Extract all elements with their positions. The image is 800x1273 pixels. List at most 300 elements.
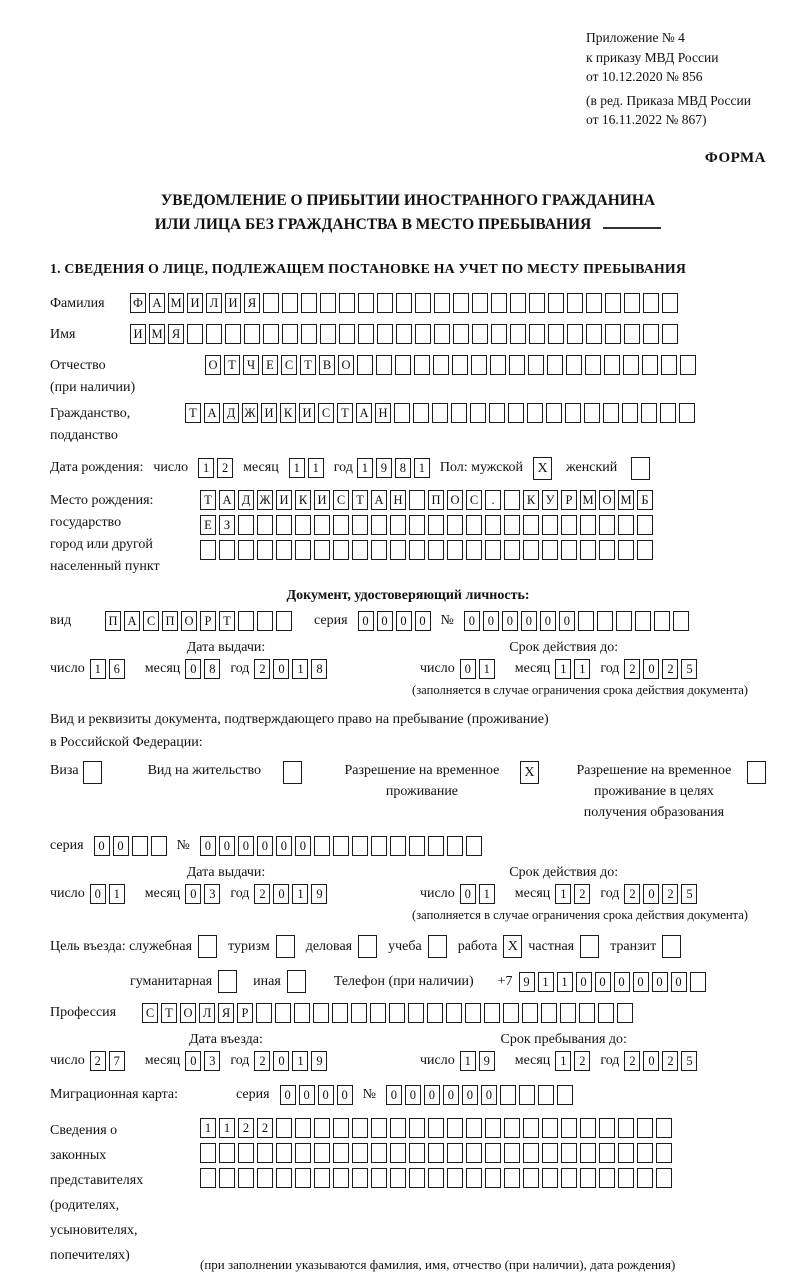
char-cell[interactable]: [519, 1085, 535, 1105]
char-cell[interactable]: Б: [637, 490, 653, 510]
char-cell[interactable]: [352, 540, 368, 560]
char-cell[interactable]: [219, 1168, 235, 1188]
char-cell[interactable]: 9: [311, 1051, 327, 1071]
char-cell[interactable]: [642, 355, 658, 375]
char-cell[interactable]: [485, 540, 501, 560]
char-cell[interactable]: [352, 1168, 368, 1188]
char-cell[interactable]: [238, 1168, 254, 1188]
char-cell[interactable]: 0: [671, 972, 687, 992]
char-cell[interactable]: 0: [90, 884, 106, 904]
char-cell[interactable]: О: [338, 355, 354, 375]
char-cell[interactable]: 2: [254, 659, 270, 679]
char-cell[interactable]: 6: [109, 659, 125, 679]
char-cell[interactable]: [200, 540, 216, 560]
char-cell[interactable]: [358, 935, 377, 958]
char-cell[interactable]: [466, 1143, 482, 1163]
char-cell[interactable]: С: [143, 611, 159, 631]
char-cell[interactable]: [528, 355, 544, 375]
char-cell[interactable]: 0: [462, 1085, 478, 1105]
char-cell[interactable]: [371, 1118, 387, 1138]
char-cell[interactable]: О: [205, 355, 221, 375]
char-cell[interactable]: [542, 1143, 558, 1163]
char-cell[interactable]: 1: [555, 884, 571, 904]
char-cell[interactable]: [409, 540, 425, 560]
char-cell[interactable]: [656, 1168, 672, 1188]
char-cell[interactable]: 0: [299, 1085, 315, 1105]
char-cell[interactable]: [352, 836, 368, 856]
char-cell[interactable]: [452, 355, 468, 375]
char-cell[interactable]: О: [447, 490, 463, 510]
char-cell[interactable]: [447, 836, 463, 856]
char-cell[interactable]: [238, 515, 254, 535]
char-cell[interactable]: [470, 403, 486, 423]
char-cell[interactable]: Т: [219, 611, 235, 631]
char-cell[interactable]: [529, 324, 545, 344]
char-cell[interactable]: С: [466, 490, 482, 510]
char-cell[interactable]: [409, 1118, 425, 1138]
char-cell[interactable]: 2: [624, 659, 640, 679]
char-cell[interactable]: [332, 1003, 348, 1023]
char-cell[interactable]: [358, 293, 374, 313]
char-cell[interactable]: 2: [238, 1118, 254, 1138]
char-cell[interactable]: [287, 970, 306, 993]
char-cell[interactable]: [276, 1143, 292, 1163]
char-cell[interactable]: 2: [624, 884, 640, 904]
char-cell[interactable]: П: [105, 611, 121, 631]
char-cell[interactable]: 2: [574, 884, 590, 904]
char-cell[interactable]: [510, 293, 526, 313]
char-cell[interactable]: [618, 1143, 634, 1163]
char-cell[interactable]: [662, 324, 678, 344]
char-cell[interactable]: [510, 324, 526, 344]
char-cell[interactable]: [377, 324, 393, 344]
char-cell[interactable]: Р: [237, 1003, 253, 1023]
char-cell[interactable]: [447, 515, 463, 535]
char-cell[interactable]: [522, 1003, 538, 1023]
char-cell[interactable]: [586, 324, 602, 344]
char-cell[interactable]: [414, 355, 430, 375]
char-cell[interactable]: [408, 1003, 424, 1023]
char-cell[interactable]: [500, 1085, 516, 1105]
char-cell[interactable]: [637, 515, 653, 535]
char-cell[interactable]: [541, 1003, 557, 1023]
char-cell[interactable]: 0: [633, 972, 649, 992]
char-cell[interactable]: 9: [479, 1051, 495, 1071]
char-cell[interactable]: [643, 293, 659, 313]
char-cell[interactable]: [546, 403, 562, 423]
char-cell[interactable]: Т: [161, 1003, 177, 1023]
char-cell[interactable]: А: [149, 293, 165, 313]
char-cell[interactable]: 2: [662, 884, 678, 904]
char-cell[interactable]: [257, 540, 273, 560]
char-cell[interactable]: [301, 324, 317, 344]
char-cell[interactable]: [451, 403, 467, 423]
char-cell[interactable]: 0: [185, 659, 201, 679]
char-cell[interactable]: [660, 403, 676, 423]
char-cell[interactable]: 0: [219, 836, 235, 856]
char-cell[interactable]: [390, 1143, 406, 1163]
char-cell[interactable]: 5: [681, 884, 697, 904]
char-cell[interactable]: [198, 935, 217, 958]
char-cell[interactable]: 9: [519, 972, 535, 992]
char-cell[interactable]: [542, 515, 558, 535]
char-cell[interactable]: [566, 355, 582, 375]
char-cell[interactable]: С: [333, 490, 349, 510]
char-cell[interactable]: [453, 293, 469, 313]
char-cell[interactable]: 0: [273, 884, 289, 904]
char-cell[interactable]: [276, 1118, 292, 1138]
char-cell[interactable]: [390, 515, 406, 535]
char-cell[interactable]: [333, 540, 349, 560]
char-cell[interactable]: [637, 540, 653, 560]
char-cell[interactable]: 0: [424, 1085, 440, 1105]
char-cell[interactable]: [586, 293, 602, 313]
char-cell[interactable]: [465, 1003, 481, 1023]
char-cell[interactable]: 0: [113, 836, 129, 856]
char-cell[interactable]: [295, 1118, 311, 1138]
char-cell[interactable]: [584, 403, 600, 423]
char-cell[interactable]: [508, 403, 524, 423]
char-cell[interactable]: [396, 293, 412, 313]
char-cell[interactable]: К: [523, 490, 539, 510]
char-cell[interactable]: [276, 1168, 292, 1188]
char-cell[interactable]: [504, 1143, 520, 1163]
char-cell[interactable]: [656, 1143, 672, 1163]
char-cell[interactable]: [679, 403, 695, 423]
char-cell[interactable]: [428, 935, 447, 958]
char-cell[interactable]: 1: [555, 659, 571, 679]
char-cell[interactable]: [256, 1003, 272, 1023]
char-cell[interactable]: 0: [200, 836, 216, 856]
char-cell[interactable]: [428, 515, 444, 535]
char-cell[interactable]: [560, 1003, 576, 1023]
char-cell[interactable]: 0: [540, 611, 556, 631]
char-cell[interactable]: А: [371, 490, 387, 510]
char-cell[interactable]: [351, 1003, 367, 1023]
char-cell[interactable]: Т: [352, 490, 368, 510]
char-cell[interactable]: [567, 293, 583, 313]
char-cell[interactable]: [631, 457, 650, 480]
char-cell[interactable]: [83, 761, 102, 784]
char-cell[interactable]: 0: [273, 1051, 289, 1071]
char-cell[interactable]: [187, 324, 203, 344]
char-cell[interactable]: [466, 540, 482, 560]
char-cell[interactable]: [244, 324, 260, 344]
char-cell[interactable]: Т: [224, 355, 240, 375]
char-cell[interactable]: [370, 1003, 386, 1023]
char-cell[interactable]: [275, 1003, 291, 1023]
char-cell[interactable]: 0: [559, 611, 575, 631]
char-cell[interactable]: [618, 540, 634, 560]
char-cell[interactable]: [599, 1143, 615, 1163]
char-cell[interactable]: [219, 1143, 235, 1163]
char-cell[interactable]: [333, 1168, 349, 1188]
char-cell[interactable]: И: [130, 324, 146, 344]
char-cell[interactable]: [301, 293, 317, 313]
char-cell[interactable]: [580, 935, 599, 958]
char-cell[interactable]: Т: [185, 403, 201, 423]
char-cell[interactable]: И: [299, 403, 315, 423]
char-cell[interactable]: [415, 293, 431, 313]
char-cell[interactable]: [295, 540, 311, 560]
char-cell[interactable]: [472, 293, 488, 313]
char-cell[interactable]: [661, 355, 677, 375]
char-cell[interactable]: 1: [357, 458, 373, 478]
char-cell[interactable]: 9: [376, 458, 392, 478]
char-cell[interactable]: [565, 403, 581, 423]
char-cell[interactable]: [643, 324, 659, 344]
char-cell[interactable]: З: [219, 515, 235, 535]
char-cell[interactable]: 3: [204, 1051, 220, 1071]
char-cell[interactable]: [200, 1168, 216, 1188]
char-cell[interactable]: 2: [254, 884, 270, 904]
char-cell[interactable]: [523, 515, 539, 535]
char-cell[interactable]: [542, 540, 558, 560]
char-cell[interactable]: А: [356, 403, 372, 423]
char-cell[interactable]: [561, 1143, 577, 1163]
char-cell[interactable]: [389, 1003, 405, 1023]
char-cell[interactable]: [376, 355, 392, 375]
char-cell[interactable]: [578, 611, 594, 631]
char-cell[interactable]: [428, 1143, 444, 1163]
char-cell[interactable]: [538, 1085, 554, 1105]
char-cell[interactable]: [294, 1003, 310, 1023]
char-cell[interactable]: [561, 515, 577, 535]
char-cell[interactable]: [218, 970, 237, 993]
char-cell[interactable]: [428, 1118, 444, 1138]
char-cell[interactable]: [371, 540, 387, 560]
char-cell[interactable]: [390, 836, 406, 856]
char-cell[interactable]: 0: [185, 1051, 201, 1071]
char-cell[interactable]: [427, 1003, 443, 1023]
char-cell[interactable]: [415, 324, 431, 344]
char-cell[interactable]: [548, 324, 564, 344]
char-cell[interactable]: [371, 1168, 387, 1188]
char-cell[interactable]: 1: [414, 458, 430, 478]
char-cell[interactable]: 0: [443, 1085, 459, 1105]
char-cell[interactable]: [352, 1143, 368, 1163]
char-cell[interactable]: [637, 1118, 653, 1138]
char-cell[interactable]: [314, 515, 330, 535]
char-cell[interactable]: [390, 1168, 406, 1188]
char-cell[interactable]: [432, 403, 448, 423]
char-cell[interactable]: Ж: [257, 490, 273, 510]
char-cell[interactable]: Р: [200, 611, 216, 631]
char-cell[interactable]: В: [319, 355, 335, 375]
char-cell[interactable]: [238, 540, 254, 560]
char-cell[interactable]: [485, 1168, 501, 1188]
char-cell[interactable]: 0: [643, 884, 659, 904]
char-cell[interactable]: [690, 972, 706, 992]
char-cell[interactable]: [339, 293, 355, 313]
char-cell[interactable]: И: [314, 490, 330, 510]
char-cell[interactable]: [276, 935, 295, 958]
char-cell[interactable]: И: [187, 293, 203, 313]
char-cell[interactable]: 1: [538, 972, 554, 992]
char-cell[interactable]: [656, 1118, 672, 1138]
char-cell[interactable]: [561, 1118, 577, 1138]
char-cell[interactable]: [561, 540, 577, 560]
char-cell[interactable]: [314, 836, 330, 856]
char-cell[interactable]: [580, 1143, 596, 1163]
char-cell[interactable]: С: [281, 355, 297, 375]
char-cell[interactable]: К: [280, 403, 296, 423]
char-cell[interactable]: 0: [337, 1085, 353, 1105]
char-cell[interactable]: [371, 515, 387, 535]
char-cell[interactable]: [680, 355, 696, 375]
char-cell[interactable]: [580, 1168, 596, 1188]
char-cell[interactable]: [598, 1003, 614, 1023]
char-cell[interactable]: 0: [614, 972, 630, 992]
char-cell[interactable]: 0: [386, 1085, 402, 1105]
char-cell[interactable]: 0: [576, 972, 592, 992]
char-cell[interactable]: 8: [204, 659, 220, 679]
char-cell[interactable]: [618, 515, 634, 535]
char-cell[interactable]: [604, 355, 620, 375]
char-cell[interactable]: [673, 611, 689, 631]
char-cell[interactable]: 7: [109, 1051, 125, 1071]
char-cell[interactable]: [314, 1118, 330, 1138]
char-cell[interactable]: Е: [200, 515, 216, 535]
char-cell[interactable]: [282, 324, 298, 344]
char-cell[interactable]: 8: [311, 659, 327, 679]
char-cell[interactable]: 1: [479, 884, 495, 904]
char-cell[interactable]: [257, 1143, 273, 1163]
char-cell[interactable]: 0: [94, 836, 110, 856]
char-cell[interactable]: [599, 540, 615, 560]
char-cell[interactable]: 1: [200, 1118, 216, 1138]
char-cell[interactable]: [276, 515, 292, 535]
char-cell[interactable]: [624, 293, 640, 313]
char-cell[interactable]: 0: [652, 972, 668, 992]
char-cell[interactable]: И: [276, 490, 292, 510]
char-cell[interactable]: П: [428, 490, 444, 510]
char-cell[interactable]: 0: [521, 611, 537, 631]
char-cell[interactable]: 1: [557, 972, 573, 992]
char-cell[interactable]: У: [542, 490, 558, 510]
char-cell[interactable]: [320, 324, 336, 344]
char-cell[interactable]: [504, 1118, 520, 1138]
char-cell[interactable]: [314, 540, 330, 560]
char-cell[interactable]: [276, 540, 292, 560]
char-cell[interactable]: [357, 355, 373, 375]
char-cell[interactable]: 1: [555, 1051, 571, 1071]
char-cell[interactable]: 0: [643, 659, 659, 679]
char-cell[interactable]: [371, 1143, 387, 1163]
char-cell[interactable]: 0: [460, 659, 476, 679]
char-cell[interactable]: А: [219, 490, 235, 510]
char-cell[interactable]: [523, 540, 539, 560]
char-cell[interactable]: И: [225, 293, 241, 313]
char-cell[interactable]: X: [520, 761, 539, 784]
char-cell[interactable]: [295, 1168, 311, 1188]
char-cell[interactable]: Д: [223, 403, 239, 423]
char-cell[interactable]: Я: [168, 324, 184, 344]
char-cell[interactable]: [637, 1168, 653, 1188]
char-cell[interactable]: [504, 540, 520, 560]
char-cell[interactable]: 0: [595, 972, 611, 992]
char-cell[interactable]: [352, 515, 368, 535]
char-cell[interactable]: 8: [395, 458, 411, 478]
char-cell[interactable]: 1: [90, 659, 106, 679]
char-cell[interactable]: [446, 1003, 462, 1023]
char-cell[interactable]: [603, 403, 619, 423]
char-cell[interactable]: [527, 403, 543, 423]
char-cell[interactable]: Л: [206, 293, 222, 313]
char-cell[interactable]: [390, 540, 406, 560]
char-cell[interactable]: [219, 540, 235, 560]
char-cell[interactable]: [433, 355, 449, 375]
char-cell[interactable]: 0: [238, 836, 254, 856]
char-cell[interactable]: [453, 324, 469, 344]
char-cell[interactable]: О: [599, 490, 615, 510]
char-cell[interactable]: 1: [289, 458, 305, 478]
char-cell[interactable]: [654, 611, 670, 631]
char-cell[interactable]: [579, 1003, 595, 1023]
char-cell[interactable]: 0: [358, 611, 374, 631]
char-cell[interactable]: [320, 293, 336, 313]
char-cell[interactable]: [567, 324, 583, 344]
char-cell[interactable]: [605, 293, 621, 313]
char-cell[interactable]: [622, 403, 638, 423]
char-cell[interactable]: А: [204, 403, 220, 423]
char-cell[interactable]: [616, 611, 632, 631]
char-cell[interactable]: 2: [624, 1051, 640, 1071]
char-cell[interactable]: Е: [262, 355, 278, 375]
char-cell[interactable]: [599, 1118, 615, 1138]
char-cell[interactable]: [339, 324, 355, 344]
char-cell[interactable]: И: [261, 403, 277, 423]
char-cell[interactable]: О: [181, 611, 197, 631]
char-cell[interactable]: 0: [405, 1085, 421, 1105]
char-cell[interactable]: [580, 1118, 596, 1138]
char-cell[interactable]: [447, 1143, 463, 1163]
char-cell[interactable]: [580, 540, 596, 560]
char-cell[interactable]: [509, 355, 525, 375]
char-cell[interactable]: 2: [662, 659, 678, 679]
char-cell[interactable]: 3: [204, 884, 220, 904]
char-cell[interactable]: [409, 515, 425, 535]
char-cell[interactable]: 0: [396, 611, 412, 631]
char-cell[interactable]: Т: [200, 490, 216, 510]
char-cell[interactable]: [282, 293, 298, 313]
char-cell[interactable]: 2: [90, 1051, 106, 1071]
char-cell[interactable]: 0: [464, 611, 480, 631]
char-cell[interactable]: 0: [377, 611, 393, 631]
char-cell[interactable]: М: [168, 293, 184, 313]
char-cell[interactable]: [466, 836, 482, 856]
char-cell[interactable]: [257, 515, 273, 535]
char-cell[interactable]: [641, 403, 657, 423]
char-cell[interactable]: [132, 836, 148, 856]
char-cell[interactable]: [314, 1168, 330, 1188]
char-cell[interactable]: [617, 1003, 633, 1023]
char-cell[interactable]: Т: [337, 403, 353, 423]
char-cell[interactable]: 1: [292, 1051, 308, 1071]
char-cell[interactable]: [295, 515, 311, 535]
char-cell[interactable]: [352, 1118, 368, 1138]
char-cell[interactable]: [434, 293, 450, 313]
char-cell[interactable]: 5: [681, 1051, 697, 1071]
char-cell[interactable]: [151, 836, 167, 856]
char-cell[interactable]: [489, 403, 505, 423]
char-cell[interactable]: [623, 355, 639, 375]
char-cell[interactable]: 0: [257, 836, 273, 856]
char-cell[interactable]: [618, 1118, 634, 1138]
char-cell[interactable]: 2: [662, 1051, 678, 1071]
char-cell[interactable]: Я: [244, 293, 260, 313]
char-cell[interactable]: [377, 293, 393, 313]
